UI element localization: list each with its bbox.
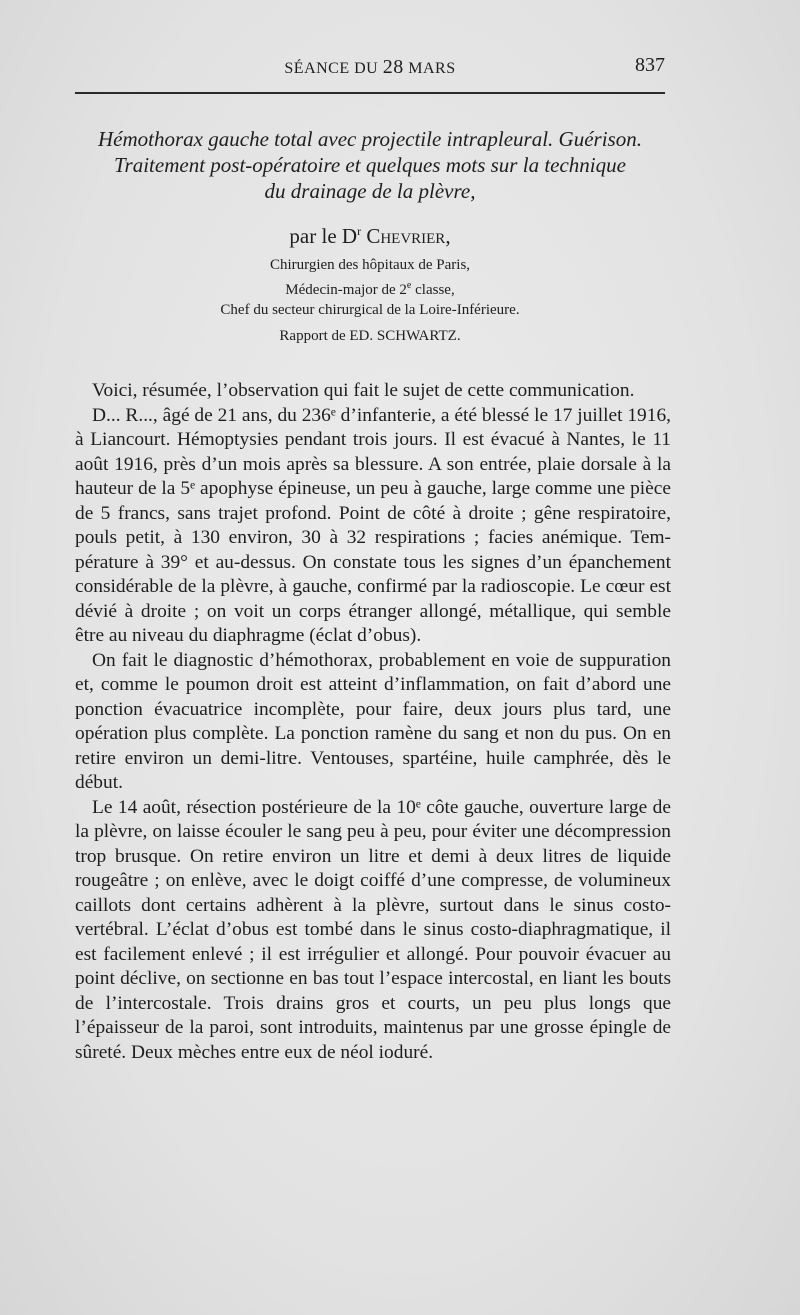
author-title-sup: r xyxy=(357,224,362,238)
paragraph: Voici, résumée, l’observation qui fait le sujet de cette communication. xyxy=(92,380,635,401)
report-line: Rapport de ED. SCHWARTZ. xyxy=(279,328,461,344)
affiliation-line: Chirurgien des hôpitaux de Paris, xyxy=(269,257,471,273)
running-title-number: 28 xyxy=(382,56,404,78)
article-title xyxy=(60,126,680,204)
title-line: Traitement post-opératoire et quelques mots sur la technique xyxy=(114,153,626,177)
author-name: Chevrier, xyxy=(366,224,451,248)
affiliation-rank: Médecin-major de 2 xyxy=(285,282,407,298)
affiliation-line xyxy=(0,280,740,299)
paragraph: Le 14 août, résection postérieure de la 10ᵉ côte gauche, ouverture large de la plèvre, on laisse écouler le sang peu à peu, pour éviter une décompression trop brusque. On retire environ un litre et demi à deux litres de liquide rougeâtre ; on enlève, avec le doigt coiffé d’une compresse, de volumineux caillots dont certains adhèrent à la plèvre, surtout dans le sinus costo-vertébral. L’éclat d’obus est tombé dans le sinus costo-diaphragmatique, il est facilement enlevé ; il est irrégulier et allongé. Pour pouvoir évacuer au point déclive, on sectionne en bas tout l’espace intercostal, en liant les bouts de l’intercostale. Trois drains gros et courts, un peu plus longs que l’épaisseur de la paroi, sont introduits, maintenus par une grosse épingle de sûreté. Deux mèches entre eux de néol ioduré. xyxy=(75,796,671,1063)
title-line: Hémothorax gauche total avec projectile intrapleural. Guérison. xyxy=(98,127,642,151)
paragraph: On fait le diagnostic d’hémothorax, probablement en voie de suppuration et, comme le poumon droit est atteint d’inflammation, on fait d’abord une ponction évacuatrice incomplète, pour faire, deux jours plus tard, une opération plus complète. La ponction ramène du sang et non du pus. On en retire environ un demi-litre. Ventouses, spartéine, huile camphrée, dès le début. xyxy=(75,649,671,793)
running-title xyxy=(75,56,665,79)
running-header xyxy=(75,52,665,80)
title-line: du drainage de la plèvre, xyxy=(264,179,476,203)
page-number: 837 xyxy=(635,54,665,76)
header-rule xyxy=(75,92,665,94)
affiliation-sup: e xyxy=(406,280,412,291)
running-title-suffix: MARS xyxy=(408,60,456,77)
paragraph: D... R..., âgé de 21 ans, du 236ᵉ d’infanterie, a été blessé le 17 juillet 1916, à Liancourt. Hémoptysies pendant trois jours. Il est évacué à Nantes, le 11 août 1916, près d’un mois après sa blessure. A son entrée, plaie dorsale à la hauteur de la 5ᵉ apophyse épineuse, un peu à gauche, large comme une pièce de 5 francs, sans trajet profond. Point de côté à droite ; gêne respiratoire, pouls petit, à 130 environ, 30 à 32 respirations ; facies anémique. Température à 39° et au-dessus. On constate tous les signes d’un épanchement considérable de la plèvre, à gauche, confirmé par la radioscopie. Le cœur est dévié à droite ; on voit un corps étranger allongé, métallique, qui semble être au niveau du diaphragme (éclat d’obus). xyxy=(75,404,671,646)
author-prefix: par le D xyxy=(289,224,358,248)
running-title-prefix: SÉANCE DU xyxy=(284,60,379,77)
article-body xyxy=(75,375,671,1065)
author-line xyxy=(0,224,740,249)
affiliation-line: Chef du secteur chirurgical de la Loire-Inférieure. xyxy=(220,302,520,318)
affiliation-rank-end: classe, xyxy=(411,282,455,298)
